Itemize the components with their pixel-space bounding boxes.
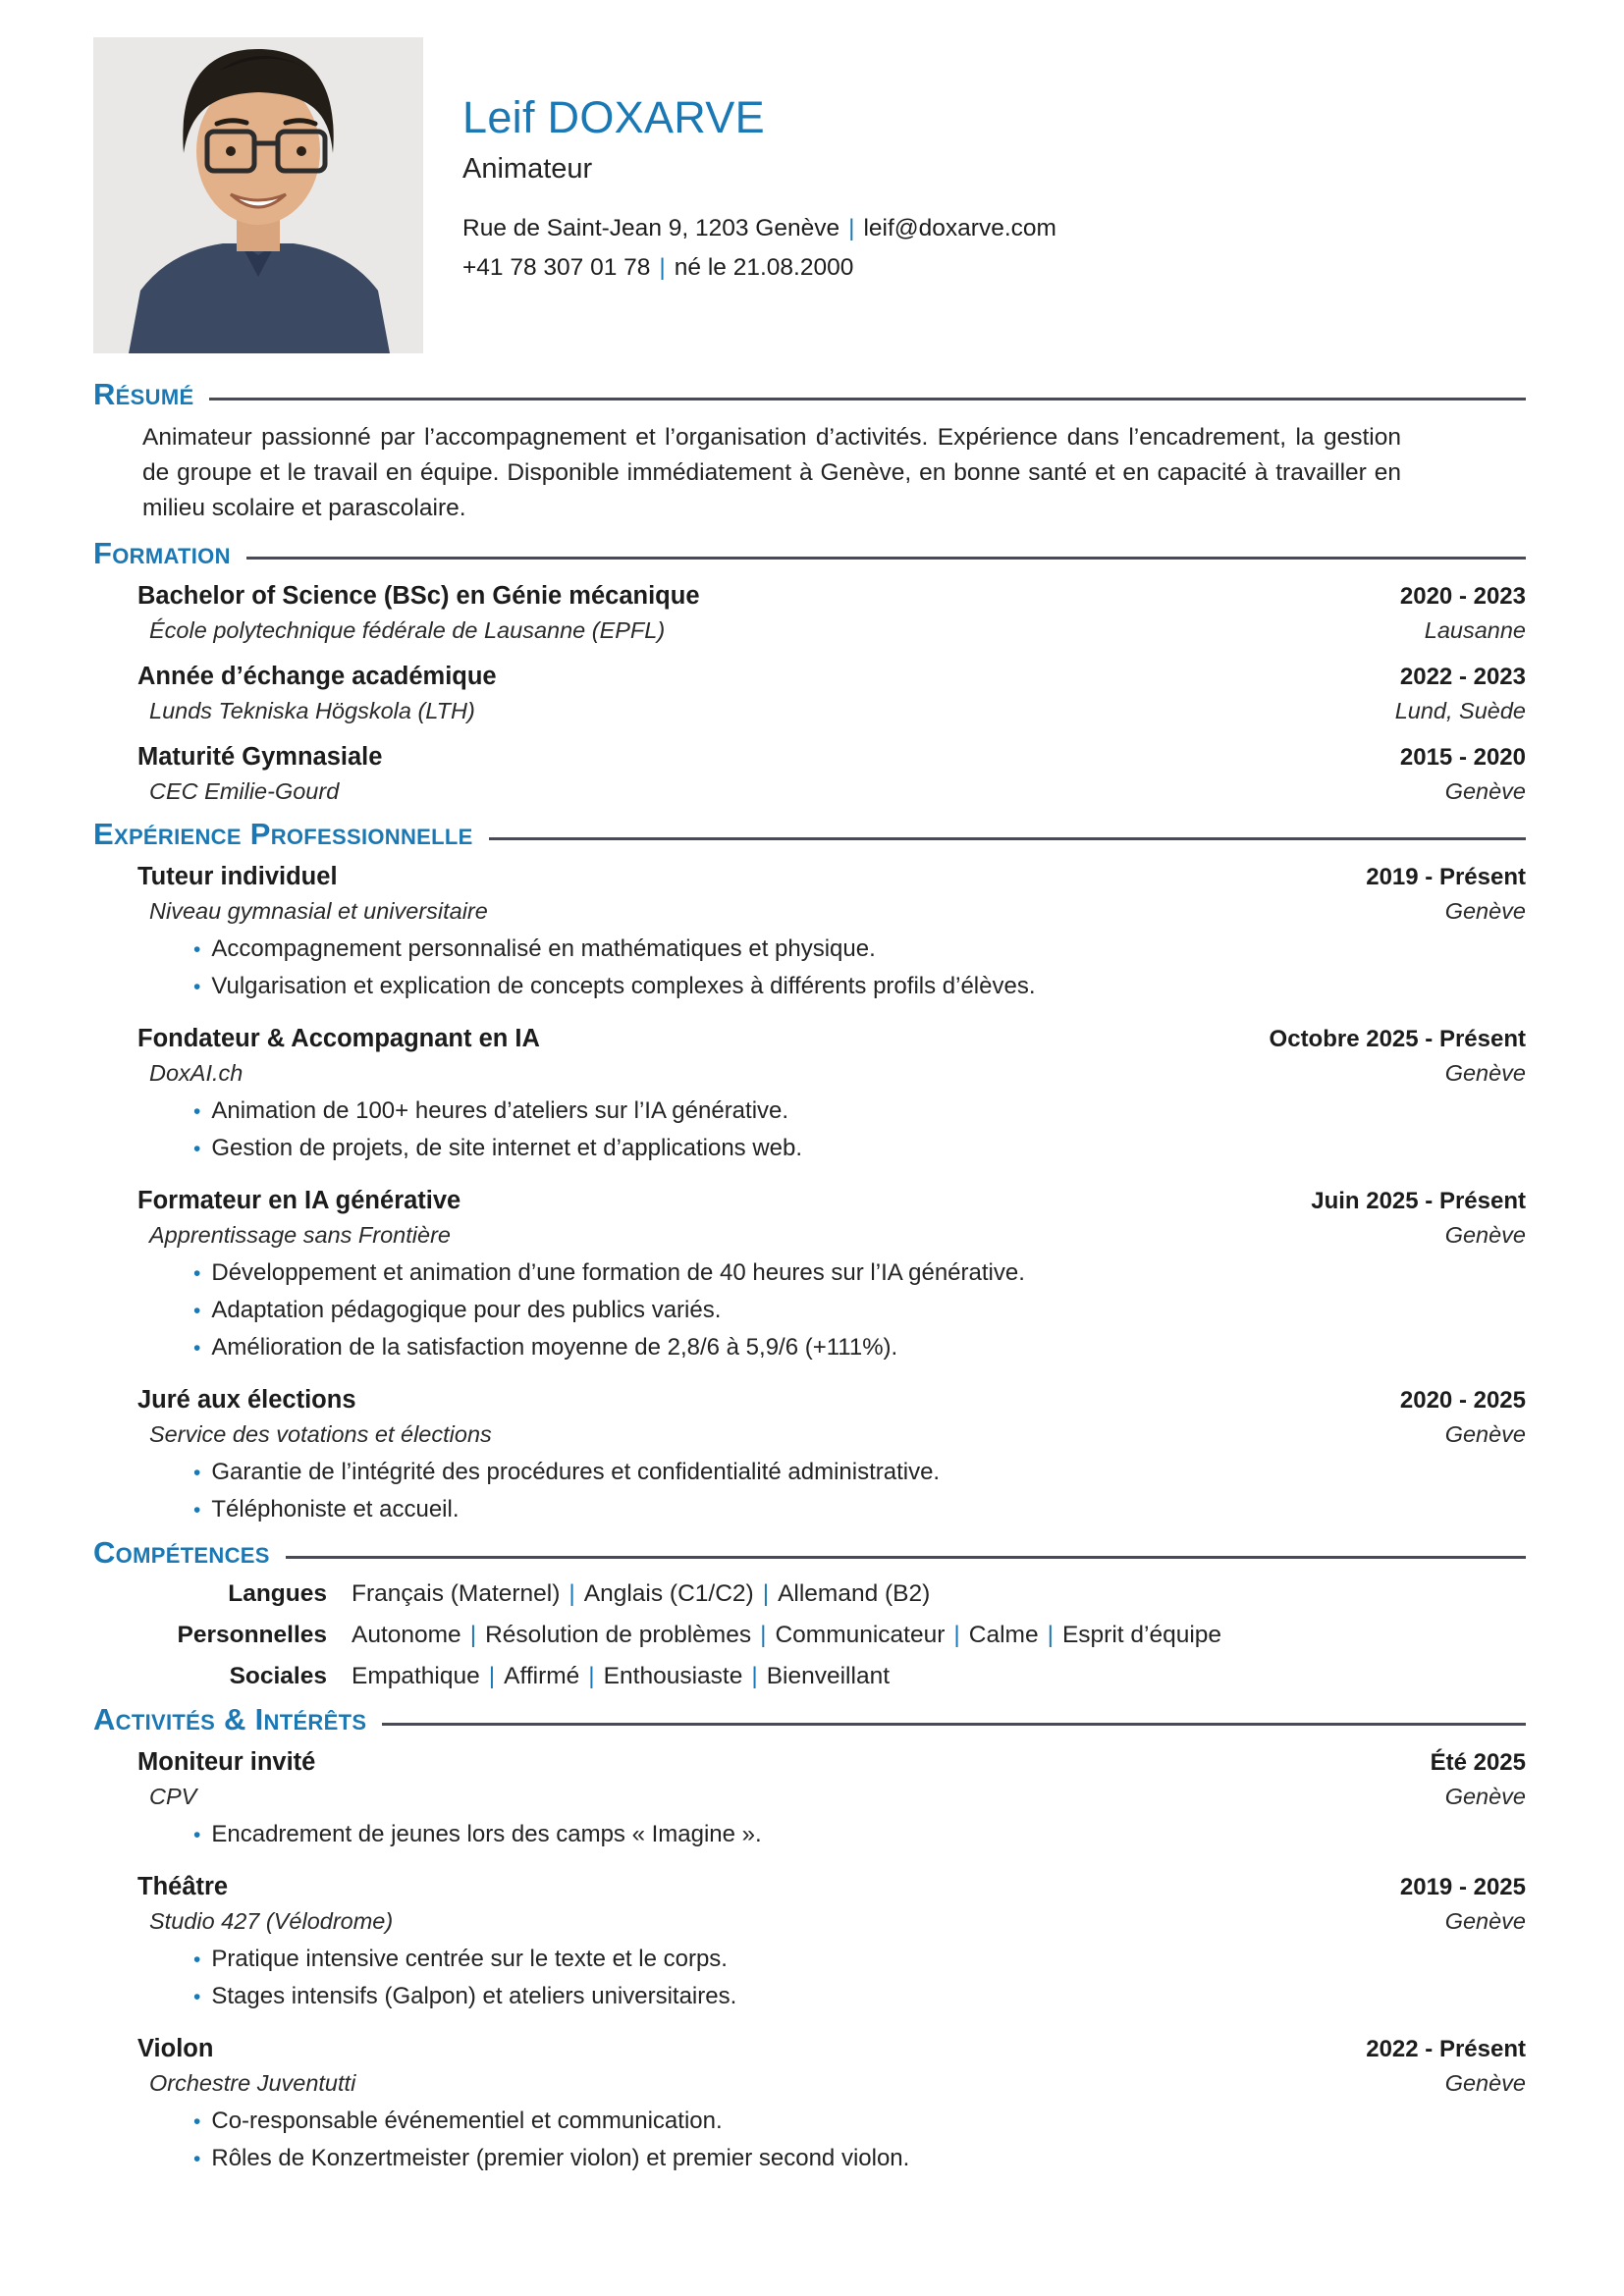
pipe-separator: | <box>848 215 855 241</box>
entry-title-row <box>137 1184 1526 1217</box>
pipe-separator: | <box>659 254 666 281</box>
skill-values <box>352 1661 890 1692</box>
pipe-separator: | <box>588 1663 595 1689</box>
bullet-item <box>193 2144 1526 2174</box>
entry-location: Lausanne <box>1424 617 1526 643</box>
bullet-dot-icon: • <box>193 1986 201 2008</box>
birth-date: né le 21.08.2000 <box>674 254 854 281</box>
section-resume <box>93 377 1526 526</box>
entry-title-row <box>137 1870 1526 1903</box>
bullet-dot-icon: • <box>193 1337 201 1360</box>
bullet-item <box>193 1333 1526 1363</box>
entry-organization: Orchestre Juventutti <box>149 2070 356 2096</box>
section-heading: Expérience Professionnelle <box>93 817 473 851</box>
entry-title-row <box>137 740 1526 774</box>
bullet-dot-icon: • <box>193 1499 201 1522</box>
entry <box>137 579 1526 646</box>
section-header <box>93 1535 1526 1571</box>
entry-title-row <box>137 660 1526 693</box>
entry-sub-row <box>137 1219 1526 1251</box>
pipe-separator: | <box>568 1580 575 1607</box>
entry-date: 2019 - Présent <box>1366 864 1526 890</box>
entry-sub-row <box>137 1781 1526 1812</box>
bullet-item <box>193 972 1526 1002</box>
entry-title: Théâtre <box>137 1873 229 1900</box>
skill-item: Autonome <box>352 1622 461 1648</box>
section-rule <box>382 1723 1526 1726</box>
skill-item: Anglais (C1/C2) <box>583 1580 754 1607</box>
bullet-dot-icon: • <box>193 2148 201 2170</box>
entry-date: 2015 - 2020 <box>1399 744 1526 771</box>
entry-title-row <box>137 1745 1526 1779</box>
entry-organization: Apprentissage sans Frontière <box>149 1222 451 1248</box>
entry-title: Tuteur individuel <box>137 863 338 890</box>
skill-item: Calme <box>968 1622 1039 1648</box>
entry-sub-row <box>137 1905 1526 1937</box>
bullet-item <box>193 1258 1526 1289</box>
bullet-dot-icon: • <box>193 938 201 961</box>
contact-line-1 <box>462 209 1056 248</box>
entry-organization: DoxAI.ch <box>149 1060 244 1086</box>
skill-category: Sociales <box>229 1663 327 1689</box>
bullet-text: Encadrement de jeunes lors des camps « Imagine ». <box>211 1821 762 1847</box>
entry-sub-row <box>137 695 1526 726</box>
entry-title-row <box>137 860 1526 893</box>
bullet-text: Rôles de Konzertmeister (premier violon) et premier second violon. <box>211 2145 910 2171</box>
entry-location: Genève <box>1444 1421 1526 1447</box>
contact-block <box>462 209 1056 288</box>
entry-title: Formateur en IA générative <box>137 1187 461 1214</box>
bullet-list <box>137 2107 1526 2174</box>
pipe-separator: | <box>760 1622 767 1648</box>
entry-sub-row <box>137 1418 1526 1450</box>
skill-item: Enthousiaste <box>603 1663 743 1689</box>
entry-location: Genève <box>1444 778 1526 804</box>
bullet-item <box>193 1945 1526 1975</box>
skill-row <box>93 1620 1526 1651</box>
email: leif@doxarve.com <box>863 215 1056 241</box>
entry <box>137 660 1526 726</box>
bullet-dot-icon: • <box>193 1824 201 1846</box>
entry-organization: École polytechnique fédérale de Lausanne (EPFL) <box>149 617 666 643</box>
entry-title-row <box>137 1383 1526 1416</box>
pipe-separator: | <box>751 1663 758 1689</box>
skill-values <box>352 1578 930 1610</box>
skill-item: Bienveillant <box>766 1663 891 1689</box>
summary-paragraph: Animateur passionné par l’accompagnement et l’organisation d’activités. Expérience dans l’encadrement, la gestion de groupe et le travail en équipe. Disponible immédiatement à Genève, en bonne santé et en capacité à travailler en milieu scolaire et parascolaire. <box>142 424 1401 521</box>
portrait-illustration <box>93 37 423 353</box>
entry-sub-row <box>137 1057 1526 1089</box>
skills-table <box>93 1578 1526 1692</box>
pipe-separator: | <box>488 1663 496 1689</box>
bullet-dot-icon: • <box>193 1300 201 1322</box>
section-header <box>93 377 1526 412</box>
entry-organization: Lunds Tekniska Högskola (LTH) <box>149 698 475 723</box>
section-rule <box>246 557 1526 560</box>
entry <box>137 740 1526 807</box>
bullet-item <box>193 1296 1526 1326</box>
pipe-separator: | <box>1047 1622 1054 1648</box>
entry <box>137 1383 1526 1525</box>
bullet-item <box>193 1096 1526 1127</box>
job-title: Animateur <box>462 153 593 185</box>
section-activites <box>93 1702 1526 2174</box>
contact-line-2 <box>462 248 1056 288</box>
bullet-text: Pratique intensive centrée sur le texte et le corps. <box>211 1946 728 1972</box>
bullet-text: Gestion de projets, de site internet et d’applications web. <box>211 1135 803 1161</box>
section-rule <box>489 837 1526 840</box>
section-heading: Résumé <box>93 377 194 411</box>
bullet-text: Amélioration de la satisfaction moyenne de 2,8/6 à 5,9/6 (+111%). <box>211 1334 898 1361</box>
pipe-separator: | <box>953 1622 960 1648</box>
bullet-text: Téléphoniste et accueil. <box>211 1496 460 1522</box>
entry-title: Moniteur invité <box>137 1748 316 1776</box>
bullet-item <box>193 1134 1526 1164</box>
entry-organization: CPV <box>149 1784 197 1809</box>
skill-item: Communicateur <box>775 1622 946 1648</box>
bullet-text: Stages intensifs (Galpon) et ateliers universitaires. <box>211 1983 737 2009</box>
entry-date: Octobre 2025 - Présent <box>1269 1026 1526 1052</box>
bullet-dot-icon: • <box>193 1462 201 1484</box>
identity-block <box>462 37 1056 353</box>
section-experience <box>93 817 1526 1525</box>
bullet-text: Adaptation pédagogique pour des publics variés. <box>211 1297 722 1323</box>
skill-row <box>93 1578 1526 1610</box>
entry-organization: CEC Emilie-Gourd <box>149 778 340 804</box>
entry-location: Genève <box>1444 1784 1526 1809</box>
skill-values <box>352 1620 1221 1651</box>
bullet-dot-icon: • <box>193 1138 201 1160</box>
entry-title: Violon <box>137 2035 214 2062</box>
entry-title: Année d’échange académique <box>137 663 497 690</box>
entry-sub-row <box>137 2067 1526 2099</box>
profile-photo <box>93 37 423 353</box>
skill-item: Affirmé <box>504 1663 580 1689</box>
section-formation <box>93 536 1526 807</box>
section-heading: Activités & Intérêts <box>93 1702 367 1736</box>
bullet-text: Animation de 100+ heures d’ateliers sur l’IA générative. <box>211 1097 789 1124</box>
skill-item: Empathique <box>352 1663 480 1689</box>
entry <box>137 1022 1526 1164</box>
skill-item: Français (Maternel) <box>352 1580 561 1607</box>
section-heading: Formation <box>93 536 231 570</box>
entry-date: Été 2025 <box>1430 1749 1526 1776</box>
pipe-separator: | <box>469 1622 477 1648</box>
bullet-text: Développement et animation d’une formation de 40 heures sur l’IA générative. <box>211 1259 1025 1286</box>
pipe-separator: | <box>762 1580 770 1607</box>
section-rule <box>209 398 1526 400</box>
entry <box>137 1184 1526 1363</box>
entry-location: Genève <box>1444 1060 1526 1086</box>
section-header <box>93 817 1526 852</box>
entry-sub-row <box>137 895 1526 927</box>
entry-location: Lund, Suède <box>1394 698 1526 723</box>
entry-sub-row <box>137 775 1526 807</box>
skill-item: Résolution de problèmes <box>485 1622 752 1648</box>
bullet-list <box>137 1258 1526 1363</box>
section-heading: Compétences <box>93 1535 270 1570</box>
bullet-list <box>137 1096 1526 1164</box>
entry-date: 2022 - Présent <box>1366 2036 1526 2062</box>
phone: +41 78 307 01 78 <box>462 254 651 281</box>
bullet-text: Accompagnement personnalisé en mathématiques et physique. <box>211 935 876 962</box>
entry-location: Genève <box>1444 2070 1526 2096</box>
bullet-dot-icon: • <box>193 1262 201 1285</box>
entry-organization: Niveau gymnasial et universitaire <box>149 898 488 924</box>
entry-title-row <box>137 1022 1526 1055</box>
bullet-item <box>193 1820 1526 1850</box>
entry-title-row <box>137 579 1526 613</box>
entry-date: 2022 - 2023 <box>1399 664 1526 690</box>
bullet-list <box>137 1820 1526 1850</box>
bullet-item <box>193 1982 1526 2012</box>
bullet-dot-icon: • <box>193 2110 201 2133</box>
bullet-item <box>193 2107 1526 2137</box>
entry-title-row <box>137 2032 1526 2065</box>
entry-location: Genève <box>1444 1908 1526 1934</box>
entry <box>137 1870 1526 2012</box>
entry-organization: Studio 427 (Vélodrome) <box>149 1908 394 1934</box>
entry-location: Genève <box>1444 1222 1526 1248</box>
bullet-text: Garantie de l’intégrité des procédures et confidentialité administrative. <box>211 1459 941 1485</box>
skill-row <box>93 1661 1526 1692</box>
entry <box>137 860 1526 1002</box>
bullet-item <box>193 934 1526 965</box>
address: Rue de Saint-Jean 9, 1203 Genève <box>462 215 840 241</box>
entry-date: 2019 - 2025 <box>1399 1874 1526 1900</box>
skill-item: Allemand (B2) <box>778 1580 931 1607</box>
bullet-list <box>137 1458 1526 1525</box>
entry <box>137 2032 1526 2174</box>
entry-date: 2020 - 2023 <box>1399 583 1526 610</box>
skill-category: Langues <box>228 1580 327 1607</box>
bullet-item <box>193 1458 1526 1488</box>
entry-title: Maturité Gymnasiale <box>137 743 383 771</box>
bullet-dot-icon: • <box>193 976 201 998</box>
skill-item: Esprit d’équipe <box>1061 1622 1222 1648</box>
bullet-dot-icon: • <box>193 1949 201 1971</box>
bullet-dot-icon: • <box>193 1100 201 1123</box>
entry <box>137 1745 1526 1850</box>
entry-organization: Service des votations et élections <box>149 1421 492 1447</box>
bullet-text: Co-responsable événementiel et communication. <box>211 2108 723 2134</box>
entry-title: Bachelor of Science (BSc) en Génie mécanique <box>137 582 700 610</box>
entry-title: Fondateur & Accompagnant en IA <box>137 1025 540 1052</box>
cv-header <box>93 37 1526 353</box>
bullet-item <box>193 1495 1526 1525</box>
bullet-text: Vulgarisation et explication de concepts complexes à différents profils d’élèves. <box>211 973 1036 999</box>
skill-category: Personnelles <box>177 1622 327 1648</box>
entry-title: Juré aux élections <box>137 1386 356 1414</box>
bullet-list <box>137 1945 1526 2012</box>
bullet-list <box>137 934 1526 1002</box>
person-name: Leif DOXARVE <box>462 92 765 142</box>
entry-sub-row <box>137 614 1526 646</box>
section-header <box>93 536 1526 571</box>
section-header <box>93 1702 1526 1737</box>
entry-location: Genève <box>1444 898 1526 924</box>
entry-date: Juin 2025 - Présent <box>1311 1188 1526 1214</box>
section-competences <box>93 1535 1526 1692</box>
entry-date: 2020 - 2025 <box>1399 1387 1526 1414</box>
section-rule <box>286 1556 1526 1559</box>
